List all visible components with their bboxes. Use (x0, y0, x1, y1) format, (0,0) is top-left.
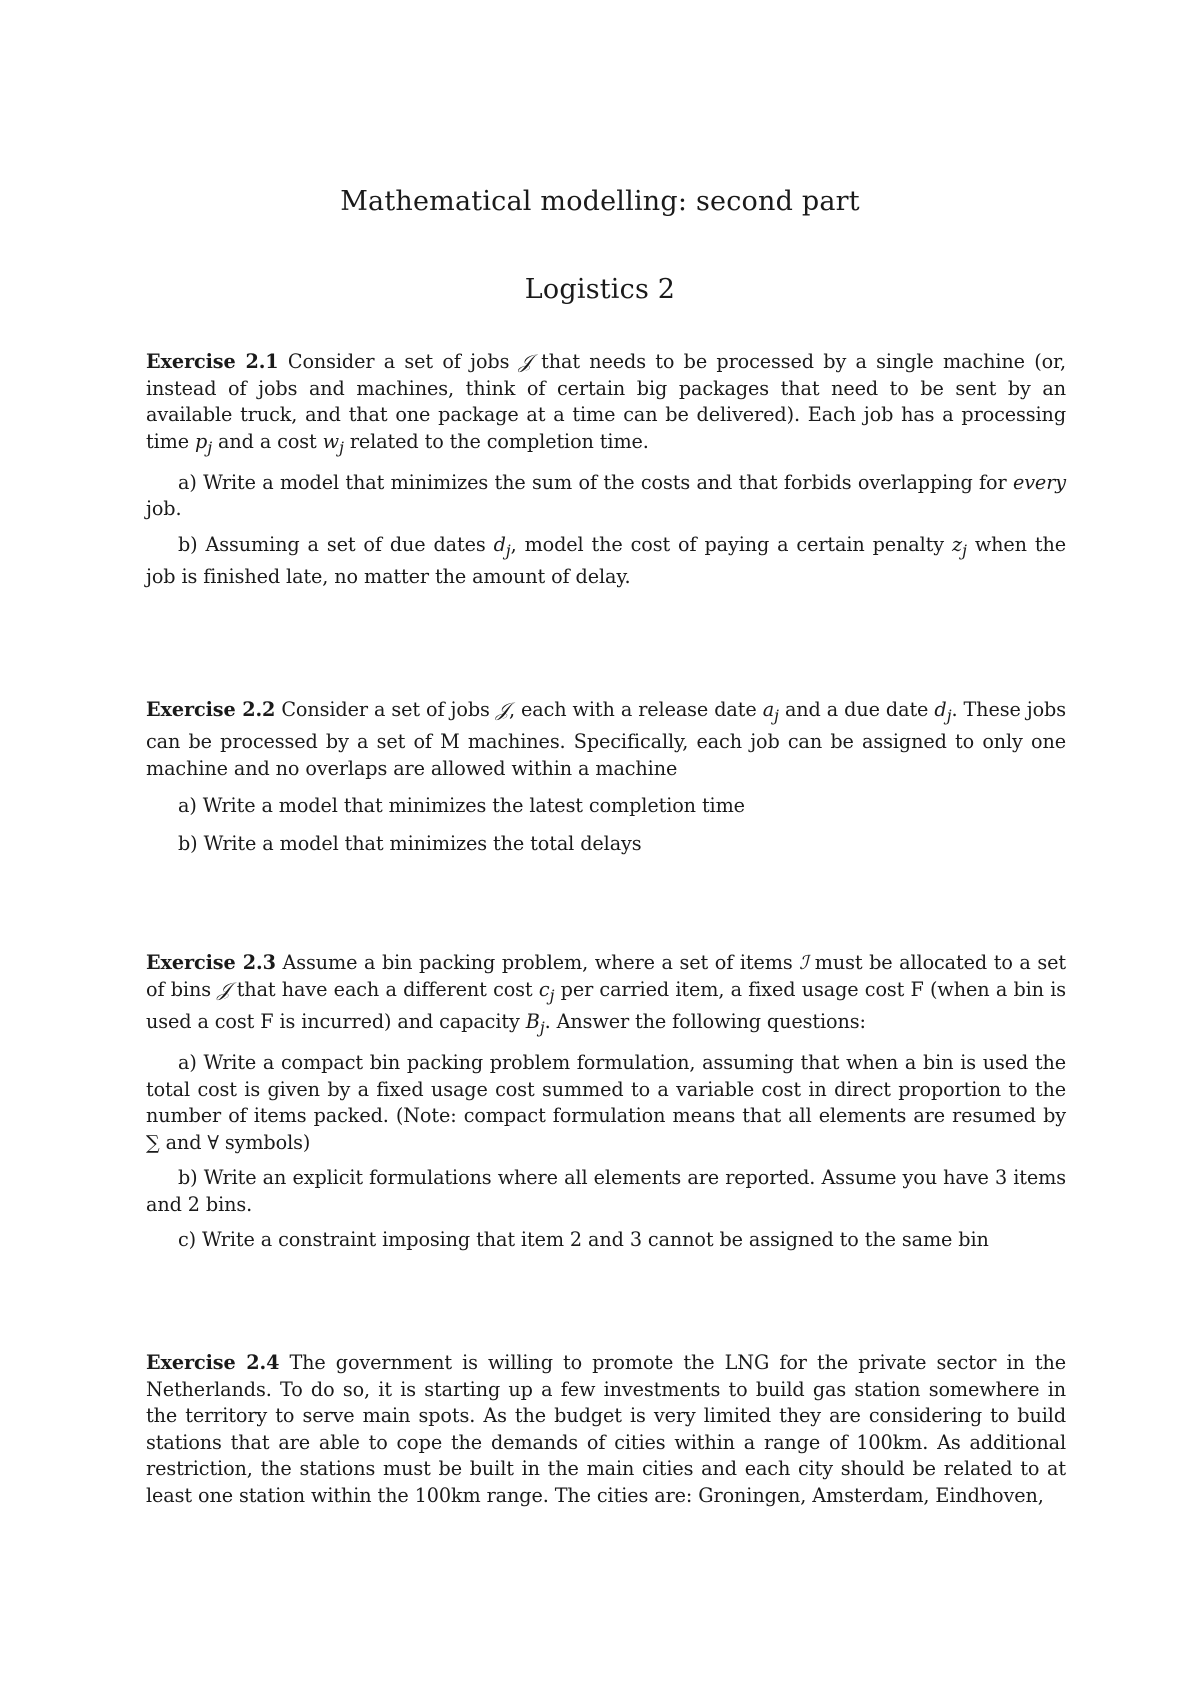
exercise-intro: Exercise 2.4 The government is willing to promote the LNG for the private sector in the Netherlands. To do so, it is starting up a few investments to build gas station somewhere in the territory to serve main spots. As the budget is very limited they are considering to build stations that are able to cope the demands of cities within a range of 100km. As additional restriction, the stations must be built in the main cities and each city should be related to at least one station within the 100km range. The cities are: Groningen, Amsterdam, Eindhoven, (146, 1351, 1066, 1507)
exercise-intro: Exercise 2.2 Consider a set of jobs 𝒥, each with a release date $a_j$ and a due date $d_j$. These jobs can be processed by a set of M machines. Specifically, each job can be assigned to only one machine and no overlaps are allowed within a machine (146, 698, 1066, 780)
exercise-label: Exercise 2.3 (146, 951, 276, 974)
exercise-item-c: c) Write a constraint imposing that item 2 and 3 cannot be assigned to the same bin (178, 1228, 989, 1252)
set-symbol: 𝒥 (217, 977, 231, 1001)
exercise-2-2 (146, 697, 1066, 857)
document-subtitle: Logistics 2 (524, 274, 676, 305)
exercise-item-b: b) Assuming a set of due dates $d_j$, model the cost of paying a certain penalty $z_j$ when the job is finished late, no matter the amount of delay. (146, 532, 1066, 589)
exercise-label: Exercise 2.1 (146, 350, 279, 373)
exercise-intro: Exercise 2.3 Assume a bin packing problem, where a set of items ℐ must be allocated to a set of bins 𝒥 that have each a different cost $c_j$ per carried item, a fixed usage cost F (when a bin is used a cost F is incurred) and capacity $B_j$. Answer the following questions: (146, 951, 1066, 1037)
exercise-item-b: b) Write an explicit formulations where all elements are reported. Assume you have 3 items and 2 bins. (146, 1166, 1066, 1216)
set-symbol: 𝒥 (518, 350, 532, 373)
document-title: Mathematical modelling: second part (340, 186, 860, 217)
exercise-item-a: a) Write a model that minimizes the latest completion time (178, 794, 745, 818)
exercise-item-b: b) Write a model that minimizes the total delays (178, 831, 642, 855)
set-symbol: ℐ (799, 951, 809, 974)
exercise-2-1 (146, 349, 1066, 591)
exercise-item-a: a) Write a compact bin packing problem formulation, assuming that when a bin is used the total cost is given by a fixed usage cost summed to a variable cost in direct proportion to the number of items packed. (Note: compact formulation means that all elements are resumed by ∑ and ∀ symbols) (146, 1051, 1066, 1154)
exercise-item-a: a) Write a model that minimizes the sum of the costs and that forbids overlapping for every job. (146, 470, 1066, 521)
exercise-intro: Exercise 2.1 Consider a set of jobs 𝒥 that needs to be processed by a single machine (or, instead of jobs and machines, think of certain big packages that need to be sent by an available truck, and that one package at a time can be delivered). Each job has a processing time $p_j$ and a cost $w_j$ related to the completion time. (146, 350, 1066, 457)
exercise-2-4 (146, 1350, 1066, 1509)
exercise-2-3 (146, 950, 1066, 1254)
exercise-label: Exercise 2.2 (146, 698, 276, 721)
exercise-label: Exercise 2.4 (146, 1351, 280, 1374)
set-symbol: 𝒥 (495, 698, 509, 721)
